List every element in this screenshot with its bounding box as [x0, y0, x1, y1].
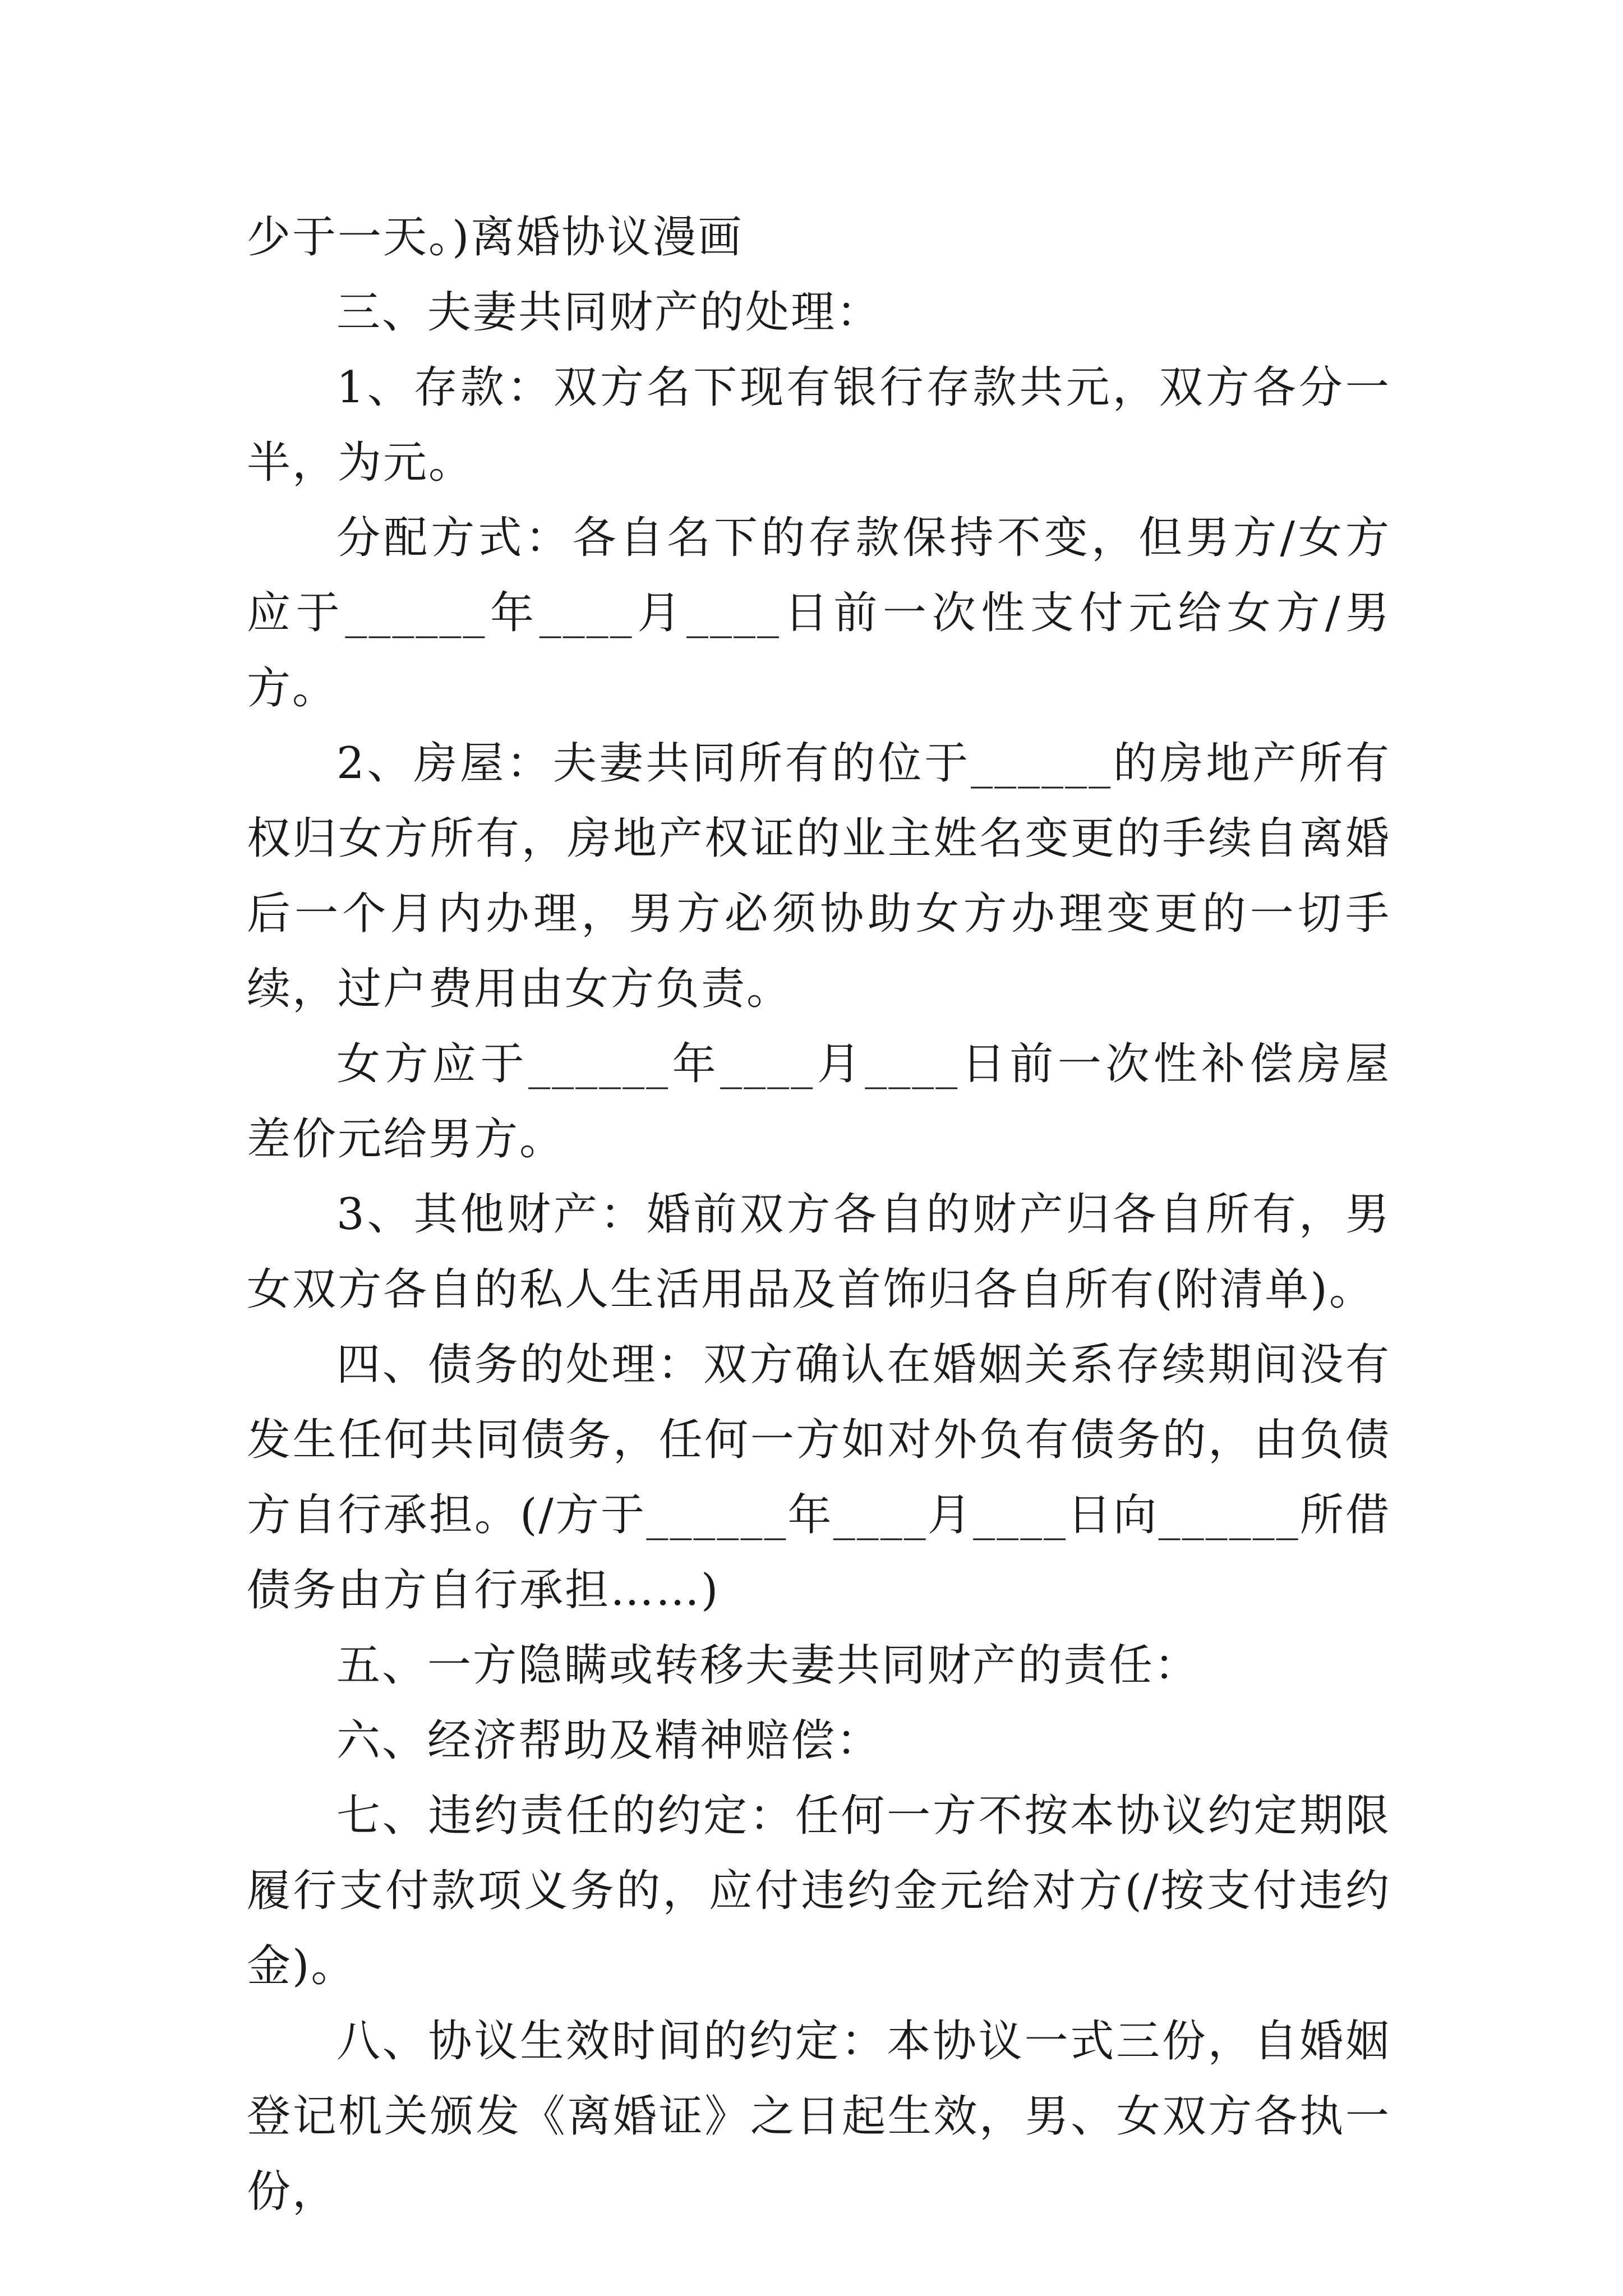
clause-house: 2、房屋：夫妻共同所有的位于______的房地产所有权归女方所有，房地产权证的业主姓名变更的手续自离婚后一个月内办理，男方必须协助女方办理变更的一切手续，过户费用由女方负责。 [247, 738, 1391, 1014]
section-7-breach: 七、违约责任的约定：任何一方不按本协议约定期限履行支付款项义务的，应付违约金元给对方(/按支付违约金)。 [247, 1791, 1391, 1991]
clause-distribution-method: 分配方式：各自名下的存款保持不变，但男方/女方应于______年____月____日前一次性支付元给女方/男方。 [247, 513, 1391, 714]
section-4-debts: 四、债务的处理：双方确认在婚姻关系存续期间没有发生任何共同债务，任何一方如对外负有债务的，由负债方自行承担。(/方于______年____月____日向______所借债务由方自行承担……) [247, 1340, 1391, 1616]
section-6-heading: 六、经济帮助及精神赔偿： [336, 1715, 882, 1766]
section-3-heading: 三、夫妻共同财产的处理： [336, 287, 882, 338]
clause-house-compensation: 女方应于______年____月____日前一次性补偿房屋差价元给男方。 [247, 1039, 1391, 1165]
clause-other-property: 3、其他财产：婚前双方各自的财产归各自所有，男女双方各自的私人生活用品及首饰归各自所有(附清单)。 [247, 1189, 1391, 1315]
section-5-heading: 五、一方隐瞒或转移夫妻共同财产的责任： [336, 1640, 1200, 1691]
document-body [247, 200, 1391, 2229]
section-8-effective: 八、协议生效时间的约定：本协议一式三份，自婚姻登记机关颁发《离婚证》之日起生效，男、女双方各执一份， [247, 2016, 1391, 2217]
paragraph-continuation: 少于一天。)离婚协议漫画 [247, 212, 744, 263]
clause-deposit: 1、存款：双方名下现有银行存款共元，双方各分一半，为元。 [247, 362, 1391, 488]
